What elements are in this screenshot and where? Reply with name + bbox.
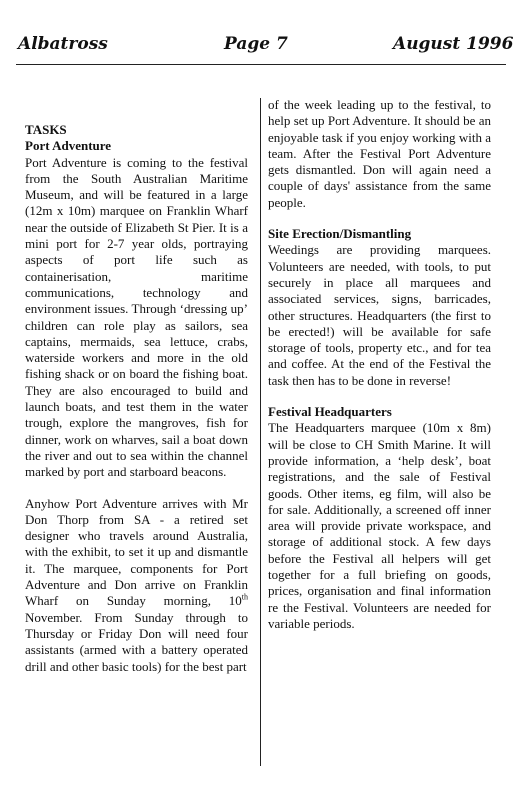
festival-headquarters-paragraph: The Headquarters marquee (10m x 8m) will be close to CH Smith Marine. It will provide information, a ‘help desk’, boat registrations, and the sale of Festival goods. Other items, eg film, will also be for sale. Additionally, a screened off inner area will provide private workspace, and storage of additional stock. A few days before the Festival all helpers will get together for a full briefing on goods, prices, organisation and final information re the Festival. Volunteers are needed for variable periods. [268, 420, 491, 631]
tasks-heading: TASKS [25, 122, 67, 137]
port-adventure-paragraph-1: Port Adventure is coming to the festival from the South Australian Maritime Museum, and will be featured in a large (12m x 10m) marquee on Franklin Wharf near the outside of Elizabeth St Pier. It is a mini port for 2-7 year olds, portraying aspects of port life such as containerisation, maritime communications, technology and environment issues. Through ‘dressing up’ children can role play as sailors, sea captains, mermaids, sea lettuce, crabs, waterside workers and more in the old fishing shack or on board the fishing boat. They are also encouraged to build and launch boats, and test them in the water trough, explore the mangroves, fish for dinner, work on wharves, sail a boat down the river and out to sea within the channel marked by port and starboard beacons. [25, 154, 248, 480]
paragraph-2-text-b: November. From Sunday through to Thursday or Friday Don will need four assistants (armed with a battery operated drill and other basic tools) for the best part [25, 609, 248, 674]
newsletter-title: Albatross [18, 34, 108, 54]
left-column [25, 122, 248, 675]
issue-date: August 1996 [393, 34, 514, 54]
column-divider [260, 98, 261, 766]
site-erection-paragraph: Weedings are providing marquees. Volunteers are needed, with tools, to put securely in place all marquees and associated services, signs, barricades, other structures. Headquarters (the first to be erected!) will be available for safe storage of tools, property etc., and for tea and coffee. At the end of the Festival the task then has to be done in reverse! [268, 242, 491, 388]
header-rule [16, 64, 506, 65]
page-header [0, 34, 520, 62]
port-adventure-paragraph-2 [25, 496, 248, 675]
ordinal-suffix: th [241, 592, 248, 602]
port-adventure-title: Port Adventure [25, 138, 112, 154]
paragraph-2-text-a: Anyhow Port Adventure arrives with Mr Don Thorp from SA - a retired set designer who travels around Australia, with the exhibit, to set it up and dismantle it. The marquee, components for Port Adventure and Don arrive on Franklin Wharf on Sunday morning, 10 [25, 495, 248, 609]
site-erection-title: Site Erection/Dismantling [268, 226, 412, 242]
page-number: Page 7 [224, 34, 288, 54]
continued-paragraph: of the week leading up to the festival, to help set up Port Adventure. It should be an enjoyable task if you enjoy working with a team. After the Festival Port Adventure gets dismantled. Don will again need a couple of days' assistance from the same people. [268, 97, 491, 210]
right-column [268, 97, 491, 632]
festival-headquarters-title: Festival Headquarters [268, 404, 392, 420]
